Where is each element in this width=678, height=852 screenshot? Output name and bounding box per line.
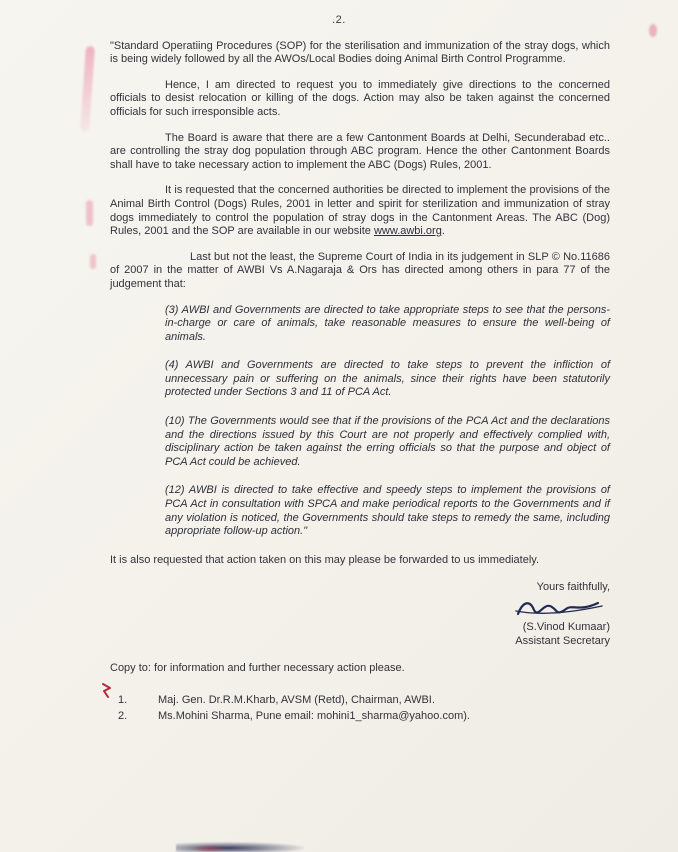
signatory-name: (S.Vinod Kumaar) (522, 621, 610, 633)
judgement-quote-4: (4) AWBI and Governments are directed to take steps to prevent the infliction of unnecessary pain or suffering on the animals, since their rights have been statutorily protected under Sections 3 and 11 of PCA Act. (165, 359, 610, 399)
paragraph-directions: Hence, I am directed to request you to immediately give directions to the concerned officials to desist relocation or killing of the dogs. Action may also be taken against the concerned officials for such irresponsible acts. (110, 78, 610, 118)
scan-mark-pink-streak (80, 46, 95, 132)
signatory-title: Assistant Secretary (515, 634, 610, 647)
paragraph-abc-rules-period: . (441, 225, 445, 238)
paragraph-abc-rules-text: It is requested that the concerned authorities be directed to implement the provisions of the Animal Birth Control (Dogs) Rules, 2001 in letter and spirit for sterilization and immunization of stray dogs immediately to control the population of stray dogs in the Cantonment Areas. The ABC (Dog) Rules, 2001 and the SOP are available in our website (110, 184, 610, 238)
scan-mark-pink-blob (90, 254, 96, 269)
scan-mark-pink-blob (86, 200, 93, 226)
copy-item-text: Maj. Gen. Dr.R.M.Kharb, AVSM (Retd), Chairman, AWBI. (158, 693, 435, 706)
paragraph-sop: "Standard Operatiing Procedures (SOP) for the sterilisation and immunization of the stray dogs, which is being widely followed by all the AWOs/Local Bodies doing Animal Birth Control Programme. (110, 39, 610, 66)
scan-mark-bottom-smudge-red (192, 845, 226, 852)
judgement-quote-3: (3) AWBI and Governments are directed to take appropriate steps to see that the persons-in-charge or care of animals, take reasonable measures to ensure the well-being of animals. (165, 303, 610, 343)
scan-mark-bottom-smudge (176, 842, 304, 852)
copy-item-number: 1. (118, 693, 128, 706)
closing-request-line: It is also requested that action taken on this may please be forwarded to us immediately. (110, 553, 540, 566)
awbi-website-link[interactable]: www.awbi.org (373, 225, 442, 238)
paragraph-supreme-court: Last but not the least, the Supreme Court of India in its judgement in SLP © No.11686 of 2007 in the matter of AWBI Vs A.Nagaraja & Ors has directed among others in para 77 of the judgement that: (110, 250, 610, 290)
paragraph-cantonment-boards: The Board is aware that there are a few Cantonment Boards at Delhi, Secunderabad etc.. are controlling the stray dog population through ABC program. Hence the other Cantonment Boards shall have to take necessary action to implement the ABC (Dogs) Rules, 2001. (110, 131, 610, 171)
copy-to-heading: Copy to: for information and further necessary action please. (110, 662, 405, 675)
copy-list-item-1 (110, 694, 610, 708)
page-number: .2. (332, 14, 346, 26)
copy-list-item-2 (110, 710, 610, 724)
letter-body (110, 40, 610, 724)
paragraph-abc-rules (110, 184, 610, 238)
signature-block (110, 581, 610, 648)
copy-item-text: Ms.Mohini Sharma, Pune email: mohini1_sharma@yahoo.com). (158, 710, 470, 723)
judgement-quote-10: (10) The Governments would see that if the provisions of the PCA Act and the declarations and the directions issued by this Court are not properly and effectively complied with, disciplinary action be taken against the erring officials so that the purpose and object of PCA Act could be achieved. (165, 415, 610, 468)
handwritten-signature (512, 597, 604, 621)
valediction: Yours faithfully, (536, 581, 610, 594)
copy-item-number: 2. (118, 710, 128, 723)
judgement-quote-12: (12) AWBI is directed to take effective and speedy steps to implement the provisions of PCA Act in consultation with SPCA and make periodical reports to the Governments and if any violation is noticed, the Governments should take steps to remedy the same, including appropriate follow-up action." (165, 484, 610, 538)
